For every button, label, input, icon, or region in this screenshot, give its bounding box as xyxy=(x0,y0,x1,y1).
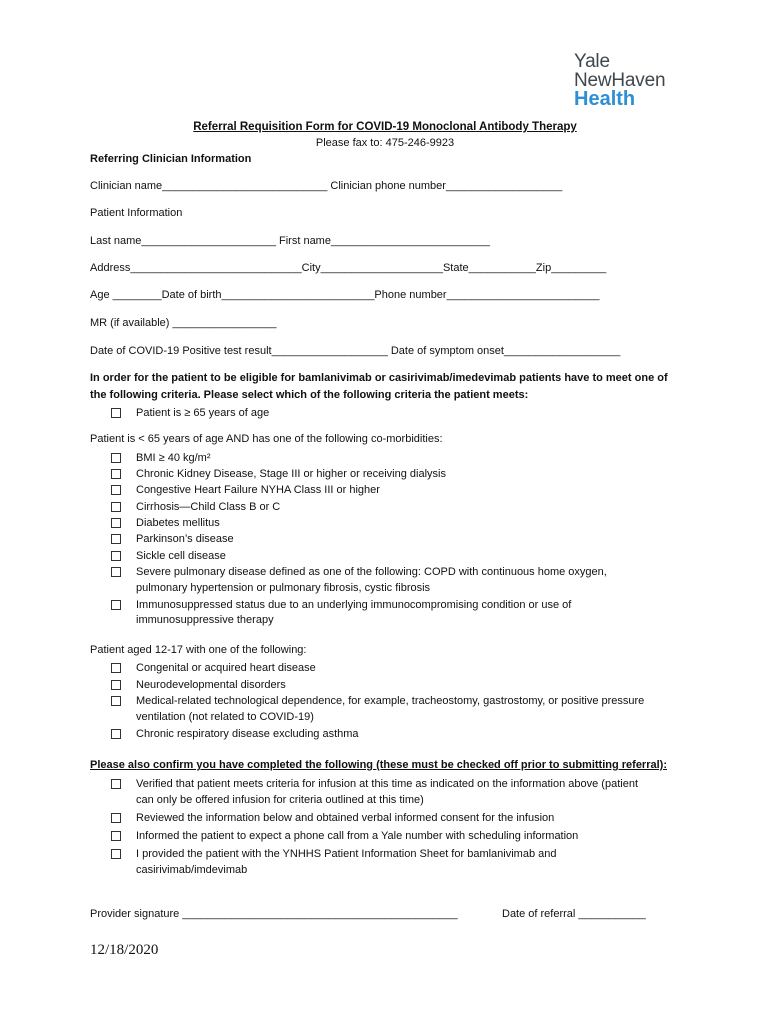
patient-info-heading: Patient Information xyxy=(90,207,183,219)
checkbox[interactable] xyxy=(111,485,121,495)
comorbidity-label: Diabetes mellitus xyxy=(136,517,220,529)
clinician-fields: Clinician name___________________________ Clinician phone number___________________ xyxy=(90,180,563,192)
checkbox[interactable] xyxy=(111,502,121,512)
checkbox[interactable] xyxy=(111,453,121,463)
comorbidity-label: Cirrhosis—Child Class B or C xyxy=(136,501,281,513)
checkbox[interactable] xyxy=(111,831,121,841)
comorbidity-label: Severe pulmonary disease defined as one of the following: COPD with continuous home oxygen, xyxy=(136,566,607,578)
pediatric-intro: Patient aged 12-17 with one of the following: xyxy=(90,644,307,656)
confirm-label: Reviewed the information below and obtained verbal informed consent for the infusion xyxy=(136,812,555,824)
provider-signature-field: Provider signature _____________________________________________ xyxy=(90,908,458,920)
age-dob-phone-fields: Age ________Date of birth_________________________Phone number_________________________ xyxy=(90,289,600,301)
mr-field: MR (if available) _________________ xyxy=(90,317,277,329)
comorbidity-label: BMI ≥ 40 kg/m² xyxy=(136,452,211,464)
pediatric-label-continued: ventilation (not related to COVID-19) xyxy=(136,711,314,723)
form-title: Referral Requisition Form for COVID-19 Monoclonal Antibody Therapy xyxy=(193,121,577,133)
pediatric-label: Medical-related technological dependence, for example, tracheostomy, gastrostomy, or positive pressure xyxy=(136,695,645,707)
checkbox[interactable] xyxy=(111,779,121,789)
logo-line-newhaven: NewHaven xyxy=(574,70,666,91)
checkbox[interactable] xyxy=(111,408,121,418)
yale-newhaven-health-logo xyxy=(574,52,665,109)
covid-dates-fields: Date of COVID-19 Positive test result___________________ Date of symptom onset___________________ xyxy=(90,345,621,357)
comorbidities-intro: Patient is < 65 years of age AND has one of the following co-morbidities: xyxy=(90,433,443,445)
checkbox[interactable] xyxy=(111,729,121,739)
checkbox[interactable] xyxy=(111,567,121,577)
confirm-heading: Please also confirm you have completed the following (these must be checked off prior to submitting referral): xyxy=(90,759,667,771)
checkbox[interactable] xyxy=(111,518,121,528)
confirm-label: Verified that patient meets criteria for infusion at this time as indicated on the information above (patient xyxy=(136,778,638,790)
checkbox[interactable] xyxy=(111,469,121,479)
pediatric-label: Congenital or acquired heart disease xyxy=(136,662,316,674)
checkbox[interactable] xyxy=(111,663,121,673)
comorbidity-label-continued: immunosuppressive therapy xyxy=(136,614,274,626)
confirm-label: Informed the patient to expect a phone call from a Yale number with scheduling information xyxy=(136,830,579,842)
criteria-label: Patient is ≥ 65 years of age xyxy=(136,407,270,419)
logo-line-health: Health xyxy=(574,88,636,110)
checkbox[interactable] xyxy=(111,680,121,690)
pediatric-label: Neurodevelopmental disorders xyxy=(136,679,286,691)
checkbox[interactable] xyxy=(111,551,121,561)
comorbidity-label: Sickle cell disease xyxy=(136,550,226,562)
checkbox[interactable] xyxy=(111,849,121,859)
confirm-label: I provided the patient with the YNHHS Patient Information Sheet for bamlanivimab and xyxy=(136,848,557,860)
comorbidity-label: Chronic Kidney Disease, Stage III or higher or receiving dialysis xyxy=(136,468,446,480)
checkbox[interactable] xyxy=(111,534,121,544)
comorbidity-label: Congestive Heart Failure NYHA Class III or higher xyxy=(136,484,380,496)
comorbidity-label: Parkinson’s disease xyxy=(136,533,234,545)
eligibility-instructions-line2: the following criteria. Please select which of the following criteria the patient meets: xyxy=(90,389,529,401)
fax-number: Please fax to: 475-246-9923 xyxy=(315,137,455,149)
logo-line-yale: Yale xyxy=(574,51,610,72)
checkbox[interactable] xyxy=(111,813,121,823)
checkbox[interactable] xyxy=(111,696,121,706)
confirm-label-continued: casirivimab/imdevimab xyxy=(136,864,248,876)
comorbidity-label-continued: pulmonary hypertension or pulmonary fibrosis, cystic fibrosis xyxy=(136,582,431,594)
checkbox[interactable] xyxy=(111,600,121,610)
referring-clinician-heading: Referring Clinician Information xyxy=(90,153,252,165)
address-fields: Address____________________________City____________________State___________Zip_________ xyxy=(90,262,607,274)
patient-name-fields: Last name______________________ First name__________________________ xyxy=(90,235,491,247)
confirm-label-continued: can only be offered infusion for criteria outlined at this time) xyxy=(136,794,424,806)
eligibility-instructions-line1: In order for the patient to be eligible for bamlanivimab or casirivimab/imedevimab patients have to meet one of xyxy=(90,372,668,384)
footer-date: 12/18/2020 xyxy=(90,942,159,958)
comorbidity-label: Immunosuppressed status due to an underlying immunocompromising condition or use of xyxy=(136,599,572,611)
pediatric-label: Chronic respiratory disease excluding asthma xyxy=(136,728,359,740)
referral-date-field: Date of referral ___________ xyxy=(502,908,646,920)
